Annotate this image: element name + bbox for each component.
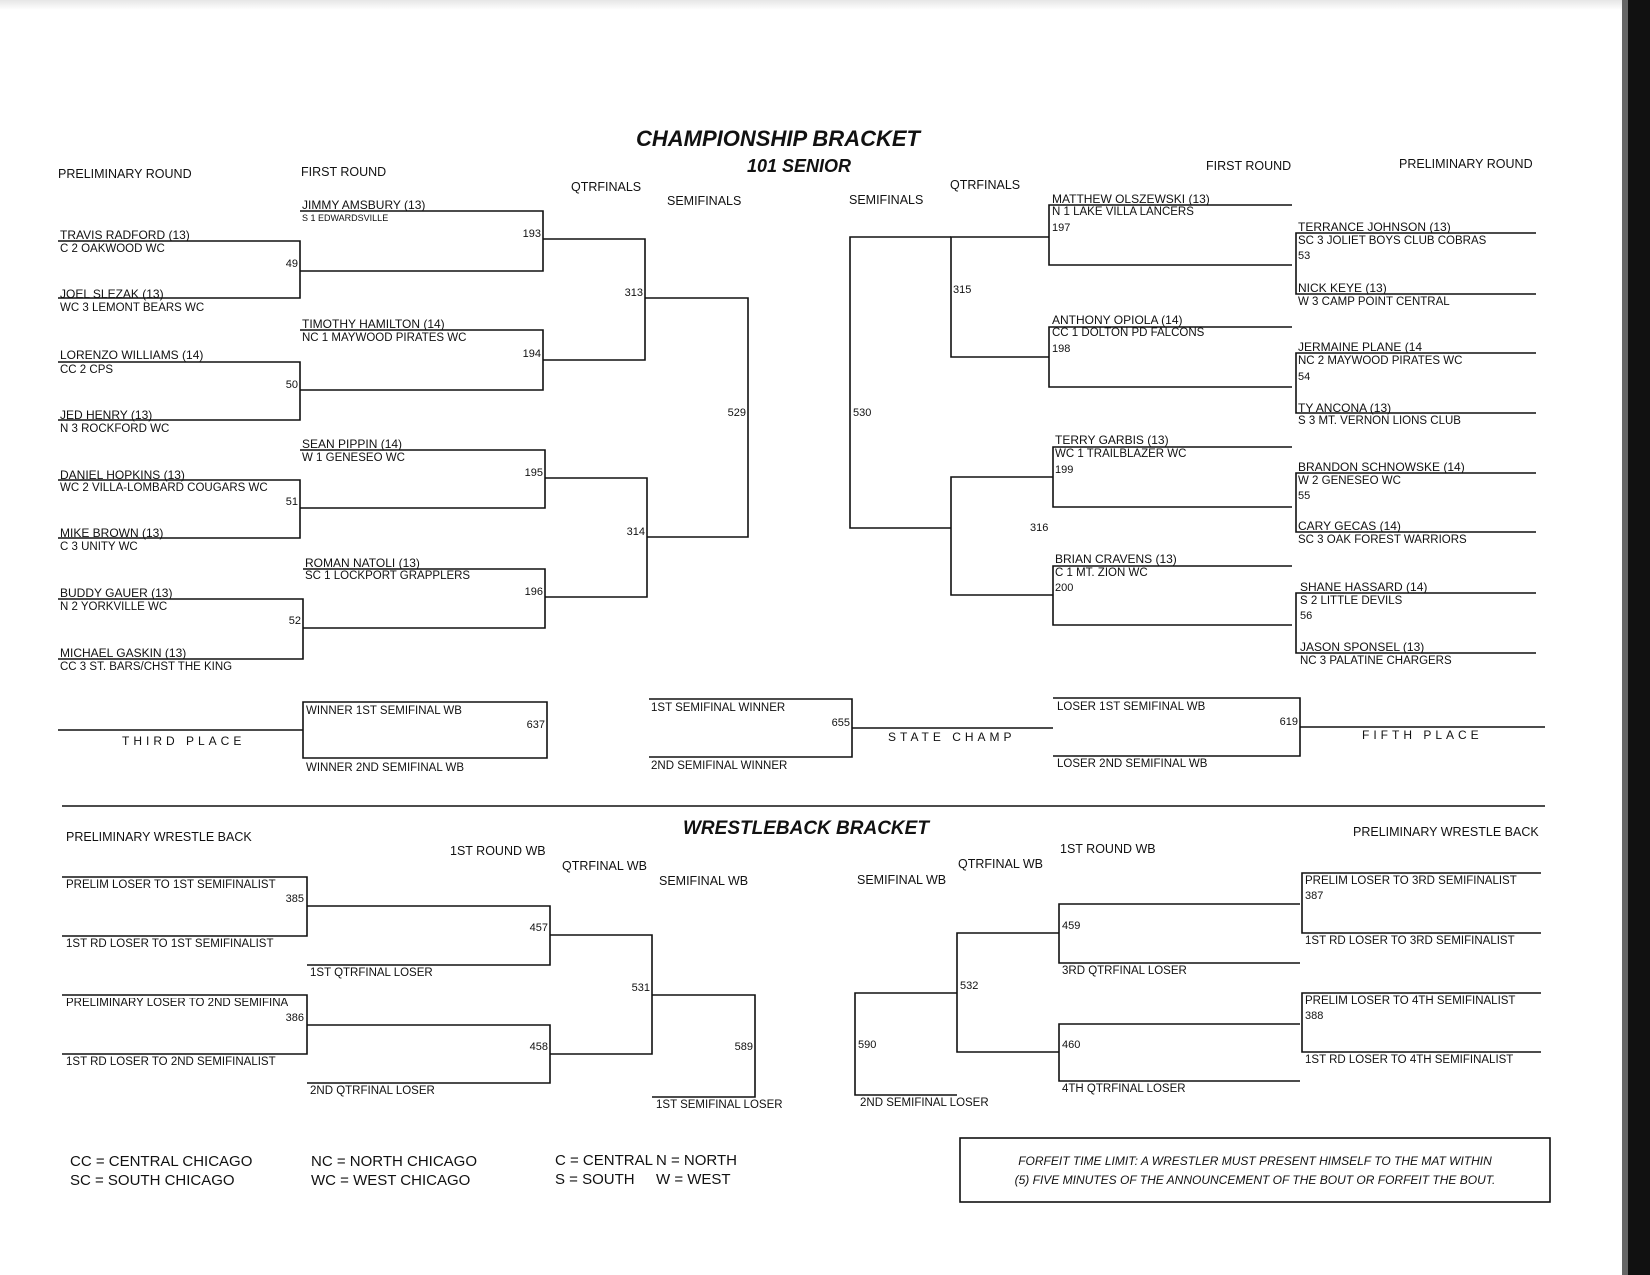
header-right-qtr: QTRFINALS (950, 178, 1021, 192)
bracket-line (307, 1025, 550, 1083)
wrestler-team: CC 3 ST. BARS/CHST THE KING (60, 661, 233, 673)
bout-number: 196 (524, 586, 543, 598)
bracket-line (951, 477, 1053, 595)
bout-number: 56 (1300, 610, 1313, 622)
forfeit-note-line: (5) FIVE MINUTES OF THE ANNOUNCEMENT OF THE BOUT OR FORFEIT THE BOUT. (1014, 1173, 1496, 1187)
bout-number: 198 (1052, 343, 1071, 355)
third-place-bottom-slot: WINNER 2ND SEMIFINAL WB (306, 762, 465, 774)
bout-number: 388 (1305, 1010, 1324, 1022)
wb-slot: PRELIMINARY LOSER TO 2ND SEMIFINA (66, 998, 289, 1009)
header-wb-right-qtr: QTRFINAL WB (958, 857, 1043, 871)
wrestler-name: TERRANCE JOHNSON (13) (1298, 220, 1451, 234)
bout-number: 459 (1062, 920, 1081, 932)
bout-number: 50 (285, 379, 298, 391)
bout-number: 589 (734, 1041, 753, 1053)
wrestler-team: S 3 MT. VERNON LIONS CLUB (1298, 415, 1461, 427)
forfeit-note-box (960, 1138, 1550, 1202)
wrestler-name: TRAVIS RADFORD (13) (60, 228, 190, 242)
wrestler-team: WC 3 LEMONT BEARS WC (60, 302, 205, 314)
header-wb-left-prelim: PRELIMINARY WRESTLE BACK (66, 830, 252, 844)
legend-item: C = CENTRAL (555, 1152, 653, 1169)
wrestler-name: LORENZO WILLIAMS (14) (60, 348, 204, 362)
bout-number: 385 (285, 893, 304, 905)
bracket-line (1059, 904, 1300, 963)
bout-number: 313 (624, 287, 643, 299)
wb-semi-loser: 1ST SEMIFINAL LOSER (656, 1099, 783, 1111)
legend-item: W = WEST (656, 1171, 731, 1188)
wrestler-team: NC 1 MAYWOOD PIRATES WC (302, 332, 467, 344)
header-left-prelim: PRELIMINARY ROUND (58, 167, 192, 181)
legend-item: N = NORTH (656, 1152, 737, 1169)
wb-slot: 1ST RD LOSER TO 1ST SEMIFINALIST (66, 938, 274, 950)
bout-number: 49 (285, 258, 298, 270)
fifth-place-label: FIFTH PLACE (1362, 728, 1483, 742)
wrestler-name: JERMAINE PLANE (14 (1298, 340, 1423, 354)
wrestler-name: BRIAN CRAVENS (13) (1055, 552, 1177, 566)
bout-number: 55 (1298, 490, 1311, 502)
bracket-line (957, 933, 1059, 1052)
legend-item: SC = SOUTH CHICAGO (70, 1172, 235, 1189)
bout-number: 315 (953, 284, 972, 296)
legend-item: WC = WEST CHICAGO (311, 1172, 471, 1189)
header-wb-left-qtr: QTRFINAL WB (562, 859, 647, 873)
legend-item: NC = NORTH CHICAGO (311, 1153, 477, 1170)
third-place-label: THIRD PLACE (122, 734, 246, 748)
wrestler-name: MATTHEW OLSZEWSKI (13) (1052, 192, 1210, 206)
wrestler-team: SC 3 JOLIET BOYS CLUB COBRAS (1298, 235, 1487, 247)
wrestler-name: JIMMY AMSBURY (13) (302, 198, 426, 212)
wrestler-name: DANIEL HOPKINS (13) (60, 468, 185, 482)
legend-item: CC = CENTRAL CHICAGO (70, 1153, 253, 1170)
bout-number: 53 (1298, 250, 1311, 262)
wrestler-name: SEAN PIPPIN (14) (302, 437, 403, 451)
wrestleback-title: WRESTLEBACK BRACKET (683, 818, 929, 839)
bout-number: 457 (529, 922, 548, 934)
bout-number: 197 (1052, 222, 1071, 234)
wrestler-team: N 3 ROCKFORD WC (60, 423, 170, 435)
wrestler-team: NC 3 PALATINE CHARGERS (1300, 655, 1452, 667)
champ-bottom-slot: 2ND SEMIFINAL WINNER (651, 760, 788, 772)
bracket-line (543, 239, 645, 360)
header-wb-left-first: 1ST ROUND WB (450, 844, 546, 858)
bout-number: 637 (526, 719, 545, 731)
wrestler-team: SC 1 LOCKPORT GRAPPLERS (305, 570, 471, 582)
wrestler-name: SHANE HASSARD (14) (1300, 580, 1428, 594)
wrestler-team: C 2 OAKWOOD WC (60, 243, 165, 255)
wb-slot: 1ST RD LOSER TO 2ND SEMIFINALIST (66, 1056, 276, 1068)
bout-number: 316 (1030, 522, 1049, 534)
bout-number: 387 (1305, 890, 1324, 902)
wrestler-name: BRANDON SCHNOWSKE (14) (1298, 460, 1465, 474)
wb-qtr-loser: 4TH QTRFINAL LOSER (1062, 1083, 1186, 1095)
wrestler-team: N 1 LAKE VILLA LANCERS (1052, 206, 1194, 218)
bout-number: 314 (626, 526, 645, 538)
bout-number: 200 (1055, 582, 1074, 594)
bracket-line (951, 237, 1049, 357)
bout-number: 460 (1062, 1039, 1081, 1051)
wrestler-team: C 1 MT. ZION WC (1055, 567, 1148, 579)
wrestler-name: MIKE BROWN (13) (60, 526, 164, 540)
wrestler-name: TIMOTHY HAMILTON (14) (302, 317, 445, 331)
division-title: 101 SENIOR (747, 156, 852, 176)
forfeit-note-line: FORFEIT TIME LIMIT: A WRESTLER MUST PRESENT HIMSELF TO THE MAT WITHIN (1018, 1154, 1492, 1168)
wrestler-name: JOEL SLEZAK (13) (60, 287, 164, 301)
third-place-top-slot: WINNER 1ST SEMIFINAL WB (306, 705, 462, 717)
wrestler-team: SC 3 OAK FOREST WARRIORS (1298, 534, 1467, 546)
bracket-line (550, 935, 652, 1054)
bout-number: 54 (1298, 371, 1311, 383)
bout-number: 386 (285, 1012, 304, 1024)
wrestler-name: JASON SPONSEL (13) (1300, 640, 1425, 654)
wrestler-team: W 1 GENESEO WC (302, 452, 405, 464)
wrestler-name: TERRY GARBIS (13) (1055, 433, 1169, 447)
bout-number: 458 (529, 1041, 548, 1053)
legend-item: S = SOUTH (555, 1171, 635, 1188)
header-left-qtr: QTRFINALS (571, 180, 642, 194)
bout-number: 530 (853, 407, 872, 419)
wb-slot: 1ST RD LOSER TO 4TH SEMIFINALIST (1305, 1054, 1514, 1066)
header-wb-right-semi: SEMIFINAL WB (857, 873, 947, 887)
bout-number: 532 (960, 980, 979, 992)
wb-slot: PRELIM LOSER TO 1ST SEMIFINALIST (66, 879, 276, 891)
bout-number: 619 (1279, 716, 1298, 728)
wrestler-team: S 1 EDWARDSVILLE (302, 213, 389, 223)
wrestler-team: CC 1 DOLTON PD FALCONS (1052, 327, 1205, 339)
bout-number: 195 (524, 467, 543, 479)
champ-top-slot: 1ST SEMIFINAL WINNER (651, 702, 786, 714)
bout-number: 199 (1055, 464, 1074, 476)
bracket-line (850, 237, 951, 528)
wrestler-team: CC 2 CPS (60, 364, 114, 376)
wrestler-name: ANTHONY OPIOLA (14) (1052, 313, 1183, 327)
bout-number: 531 (631, 982, 650, 994)
wrestler-name: JED HENRY (13) (60, 408, 153, 422)
wrestler-name: NICK KEYE (13) (1298, 281, 1387, 295)
bout-number: 590 (858, 1039, 877, 1051)
bracket-line (307, 906, 550, 965)
bracket-line (1059, 1024, 1300, 1081)
wb-slot: 1ST RD LOSER TO 3RD SEMIFINALIST (1305, 935, 1515, 947)
header-right-semi: SEMIFINALS (849, 193, 924, 207)
bout-number: 529 (727, 407, 746, 419)
fifth-place-bottom-slot: LOSER 2ND SEMIFINAL WB (1057, 758, 1208, 770)
wrestler-team: N 2 YORKVILLE WC (60, 601, 168, 613)
wb-slot: PRELIM LOSER TO 4TH SEMIFINALIST (1305, 995, 1516, 1007)
wrestler-team: S 2 LITTLE DEVILS (1300, 595, 1403, 607)
wrestler-name: MICHAEL GASKIN (13) (60, 646, 187, 660)
wb-semi-loser: 2ND SEMIFINAL LOSER (860, 1097, 989, 1109)
header-right-first: FIRST ROUND (1206, 159, 1292, 173)
wrestler-team: W 2 GENESEO WC (1298, 475, 1401, 487)
wrestler-team: W 3 CAMP POINT CENTRAL (1298, 296, 1450, 308)
wrestler-name: CARY GECAS (14) (1298, 519, 1401, 533)
wrestler-team: WC 2 VILLA-LOMBARD COUGARS WC (60, 482, 268, 494)
main-title: CHAMPIONSHIP BRACKET (636, 126, 920, 151)
fifth-place-top-slot: LOSER 1ST SEMIFINAL WB (1057, 701, 1206, 713)
wb-qtr-loser: 3RD QTRFINAL LOSER (1062, 965, 1187, 977)
bout-number: 655 (831, 717, 850, 729)
wb-qtr-loser: 1ST QTRFINAL LOSER (310, 967, 433, 979)
wrestler-name: TY ANCONA (13) (1298, 401, 1392, 415)
bout-number: 193 (522, 228, 541, 240)
wb-qtr-loser: 2ND QTRFINAL LOSER (310, 1085, 435, 1097)
wrestler-name: ROMAN NATOLI (13) (305, 556, 420, 570)
wrestler-team: WC 1 TRAILBLAZER WC (1055, 448, 1187, 460)
bout-number: 51 (285, 496, 298, 508)
wrestler-team: NC 2 MAYWOOD PIRATES WC (1298, 355, 1463, 367)
header-left-semi: SEMIFINALS (667, 194, 742, 208)
bout-number: 52 (288, 615, 301, 627)
bout-number: 194 (522, 348, 541, 360)
header-wb-right-prelim: PRELIMINARY WRESTLE BACK (1353, 825, 1539, 839)
header-wb-left-semi: SEMIFINAL WB (659, 874, 749, 888)
header-left-first: FIRST ROUND (301, 165, 387, 179)
header-right-prelim: PRELIMINARY ROUND (1399, 157, 1533, 171)
state-champ-label: STATE CHAMP (888, 730, 1016, 744)
wrestler-team: C 3 UNITY WC (60, 541, 138, 553)
wrestler-name: BUDDY GAUER (13) (60, 586, 173, 600)
wb-slot: PRELIM LOSER TO 3RD SEMIFINALIST (1305, 875, 1517, 887)
scan-edge (1628, 0, 1650, 1275)
header-wb-right-first: 1ST ROUND WB (1060, 842, 1156, 856)
